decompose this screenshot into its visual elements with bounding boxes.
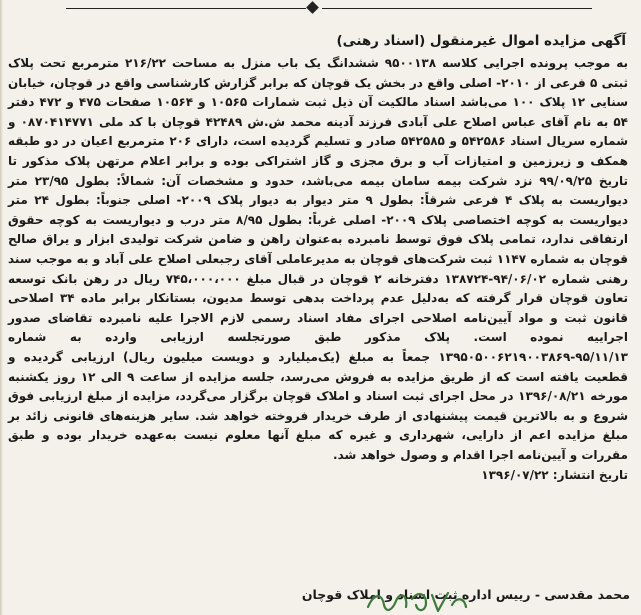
notice-body: به موجب پرونده اجرایی کلاسه ۹۵۰۰۱۳۸ ششدانگ یک باب منزل به مساحت ۲۱۶/۲۲ مترمربع تحت پلاک ثبتی ۵ فرعی از ۲۰۱۰- اصلی واقع در بخش یک قوچان که برابر گزارش کارشناسی واقع در قوچان، خیابان سنایی ۱۲ پلاک ۱۰۰ می‌باشد اسناد مالکیت آن ذیل ثبت شمارات ۱۰۵۶۵ و ۱۰۵۶۴ صفحات ۴۷۵ و ۴۷۲ دفتر ۵۴ به نام آقای عباس اصلاح علی آبادی فرزند آدینه محمد ش.ش ۴۲۴۸۹ قوچان با کد ملی ۰۸۷۰۴۱۴۷۷۱ و شماره سریال اسناد ۵۴۲۵۸۶ و ۵۴۲۵۸۵ صادر و تسلیم گردیده است، دارای ۲۰۶ مترمربع اعیان در دو طبقه همکف و زیرزمین و امتیازات آب و برق مجزی و گاز اشتراکی بوده و برابر اعلام مرتهن پلاک مذکور تا تاریخ ۹۹/۰۹/۲۵ نزد شرکت بیمه سامان بیمه می‌باشد، حدود و مشخصات آن: شمالاً: بطول ۲۳/۹۵ متر دیواریست به پلاک ۴ فرعی شرقاً: بطول ۹ متر دیوار به دیوار پلاک ۲۰۰۹- اصلی جنوباً: بطول ۲۴ متر دیواریست به کوچه اختصاصی پلاک ۲۰۰۹- اصلی غرباً: بطول ۸/۹۵ متر درب و دیواریست به کوچه حقوق ارتفاقی ندارد، تمامی پلاک فوق توسط نامبرده به‌عنوان راهن و ضامن شرکت تولیدی ابزار و یراق صالح قوچان به شماره ۱۱۴۷ ثبت شرکت‌های قوچان به مدیرعاملی آقای رجبعلی اصلاح علی آباد و به موجب سند رهنی شماره ۹۴/۰۶/۰۲-۱۳۸۷۲۴ دفترخانه ۲ قوچان در قبال مبلغ ۷۴۵،۰۰۰،۰۰۰ ریال در رهن بانک توسعه تعاون قوچان قرار گرفته که به‌دلیل عدم پرداخت بدهی توسط مدیون، بستانکار برابر ماده ۳۴ اصلاحی قانون ثبت و مواد آیین‌نامه اصلاحی اجرای مفاد اسناد رسمی لازم الاجرا علیه نامبرده تقاضای صدور اجراییه نموده است. پلاک مذکور طبق صورتجلسه ارزیابی وارده به شماره ۹۵/۱۱/۱۳-۱۳۹۵۰۵۰۰۶۲۱۹۰۰۳۸۶۹ جمعاً به مبلغ (یک‌میلیارد و دویست میلیون ریال) ارزیابی گردیده و قطعیت یافته است که از طریق مزایده به فروش می‌رسد، جلسه مزایده از ساعت ۹ الی ۱۲ روز یکشنبه مورخه ۱۳۹۶/۰۸/۲۱ در محل اجرای ثبت اسناد و املاک قوچان برگزار می‌گردد، مزایده از مبلغ ارزیابی فوق شروع و به بالاترین قیمت پیشنهادی از طرف خریدار فروخته خواهد شد. سایر هزینه‌های قانونی زائد بر مبلغ مزایده اعم از دارایی، شهرداری و غیره که مبلغ آنها معلوم نیست به‌عهده خریدار بوده و طبق مقررات و آیین‌نامه اجرا اقدام و وصول خواهد شد. bbox=[8, 56, 629, 462]
top-divider-ornament bbox=[306, 1, 319, 14]
paper-edge-shadow bbox=[0, 0, 3, 615]
handwritten-mark bbox=[360, 585, 470, 615]
publication-date: تاریخ انتشار: ۱۳۹۶/۰۷/۲۲ bbox=[481, 468, 628, 483]
top-divider-line-right bbox=[322, 8, 592, 9]
signature-line: محمد مقدسی - رییس اداره ثبت اسناد و املاک قوچان bbox=[301, 587, 630, 602]
notice-title: آگهی مزایده اموال غیرمنقول (اسناد رهنی) bbox=[336, 33, 626, 49]
top-divider-line-left bbox=[66, 8, 306, 9]
auction-notice bbox=[4, 32, 634, 484]
